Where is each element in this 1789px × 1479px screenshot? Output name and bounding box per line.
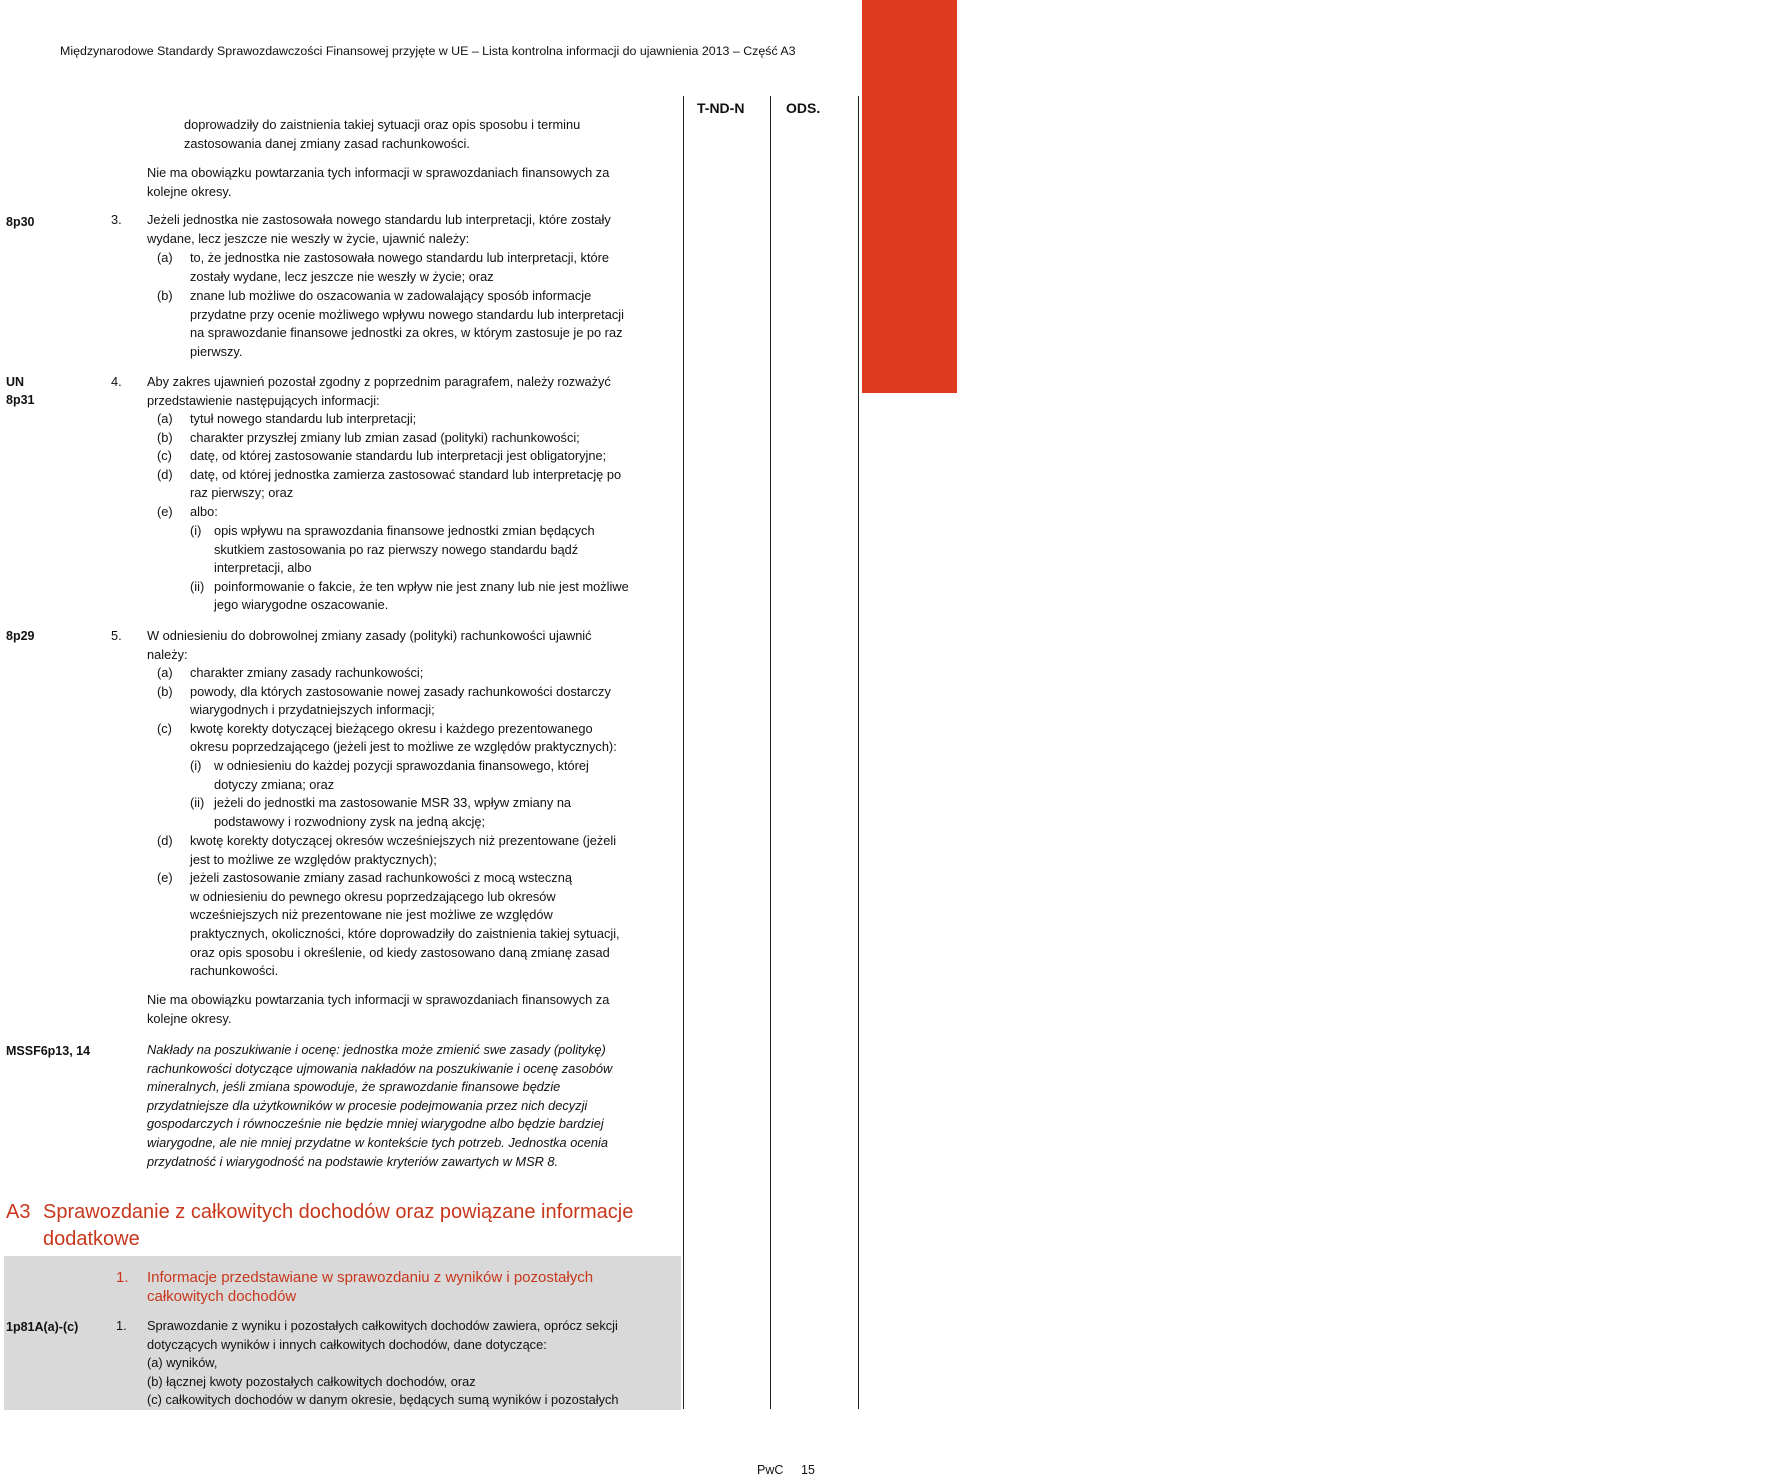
column-header-ods: ODS.: [786, 100, 821, 116]
section-heading: A3 Sprawozdanie z całkowitych dochodów oraz powiązane informacje dodatkowe: [6, 1201, 634, 1250]
item3-text: Jeżeli jednostka nie zastosowała nowego standardu lub interpretacji, które zostały wydane, lecz jeszcze nie weszły w życie, ujawnić należy:: [147, 212, 611, 246]
column-divider: [770, 96, 771, 1409]
column-header-tndn: T-ND-N: [697, 100, 745, 116]
item4-reference: UN 8p31: [6, 375, 35, 407]
footer-brand: PwC: [757, 1463, 784, 1477]
item5-reference: 8p29: [6, 629, 35, 643]
item5-sub-labels-a-c: (a) (b) (c): [157, 665, 173, 736]
mssf-text: Nakłady na poszukiwanie i ocenę: jednostka może zmienić swe zasady (politykę) rachunkowości dotyczące ujmowania nakładów na poszukiwanie i ocenę zasobów mineralnych, jeśli zmiana spowoduje, że sprawozdanie finansowe będzie przydatniejsze dla użytkowników w procesie podejmowania przez nich decyzji gospodarczych i równocześnie nie będzie mniej wiarygodne albo będzie bardziej wiarygodne, ale nie mniej przydatne w kontekście tych potrzeb. Jednostka ocenia przydatność i wiarygodność na podstawie kryteriów zawartych w MSR 8.: [147, 1042, 613, 1169]
item1-number: 1.: [116, 1318, 127, 1333]
item4-subsub-texts: opis wpływu na sprawozdania finansowe jednostki zmian będących skutkiem zastosowania po raz pierwszy nowego standardu bądź interpretacji, albo poinformowanie o fakcie, że ten wpływ nie jest znany lub nie jest możliwe jego wiarygodne oszacowanie.: [214, 523, 629, 613]
item3-sub-b-text: znane lub możliwe do oszacowania w zadowalający sposób informacje przydatne przy ocenie możliwego wpływu nowego standardu lub interpretacji na sprawozdanie finansowe jednostki za okres, w którym zastosuje je po raz pierwszy.: [190, 288, 624, 359]
mssf-reference: MSSF6p13, 14: [6, 1044, 91, 1058]
top-block-note: Nie ma obowiązku powtarzania tych informacji w sprawozdaniach finansowych za kolejne okresy.: [147, 165, 610, 199]
top-block-text: doprowadziły do zaistnienia takiej sytuacji oraz opis sposobu i terminu zastosowania danej zmiany zasad rachunkowości.: [184, 117, 581, 151]
side-banner-text: Część A - Wymogi informacyjne do rozważenia przez wszystkie jednostki: [1754, 26, 1788, 366]
document-header: Międzynarodowe Standardy Sprawozdawczości Finansowej przyjęte w UE – Lista kontrolna informacji do ujawnienia 2013 – Część A3: [60, 44, 796, 58]
item4-subsub-labels: (i) (ii): [190, 523, 205, 594]
item5-note: Nie ma obowiązku powtarzania tych informacji w sprawozdaniach finansowych za kolejne okresy.: [147, 992, 610, 1026]
footer-page-number: 15: [801, 1463, 815, 1477]
item5-number: 5.: [111, 628, 122, 643]
item3-sub-a-text: to, że jednostka nie zastosowała nowego standardu lub interpretacji, które zostały wydane, lecz jeszcze nie weszły w życie; oraz: [190, 250, 609, 284]
item5-sub-labels-d-e: (d) (e): [157, 833, 173, 886]
item5-sub-texts-d-e: kwotę korekty dotyczącej okresów wcześniejszych niż prezentowane (jeżeli jest to możliwe ze względów praktycznych); jeżeli zastosowanie zmiany zasad rachunkowości z mocą wsteczną w odniesieniu do pewnego okresu poprzedzającego lub okresów wcześniejszych niż prezentowane nie jest możliwe ze względów praktycznych, okoliczności, które doprowadziły do zaistnienia takiej sytuacji, oraz opis sposobu i określenie, od kiedy zastosowano daną zmianę zasad rachunkowości.: [190, 833, 620, 979]
item3-sub-a-label: (a): [157, 250, 173, 265]
item4-sub-texts: tytuł nowego standardu lub interpretacji; charakter przyszłej zmiany lub zmian zasad (polityki) rachunkowości; datę, od której zastosowanie standardu lub interpretacji jest obligatoryjne; datę, od której jednostka zamierza zastosować standard lub interpretację po raz pierwszy; oraz albo:: [190, 411, 622, 519]
item4-number: 4.: [111, 374, 122, 389]
subsection-title: Informacje przedstawiane w sprawozdaniu z wyników i pozostałych całkowitych dochodów: [147, 1269, 594, 1305]
column-divider: [858, 96, 859, 1409]
item1-reference: 1p81A(a)-(c): [6, 1320, 79, 1334]
side-banner: [862, 0, 1788, 393]
item5-subsub-labels: (i) (ii): [190, 758, 205, 811]
item3-number: 3.: [111, 212, 122, 227]
subsection-number: 1.: [116, 1269, 129, 1286]
item4-text: Aby zakres ujawnień pozostał zgodny z poprzednim paragrafem, należy rozważyć przedstawienie następujących informacji:: [147, 374, 611, 408]
item4-sub-labels: (a) (b) (c) (d) (e): [157, 411, 173, 519]
item5-sub-texts-a-c: charakter zmiany zasady rachunkowości; powody, dla których zastosowanie nowej zasady rachunkowości dostarczy wiarygodnych i przydatniejszych informacji; kwotę korekty dotyczącej bieżącego okresu i każdego prezentowanego okresu poprzedzającego (jeżeli jest to możliwe ze względów praktycznych):: [190, 665, 617, 755]
item3-reference: 8p30: [6, 215, 35, 229]
item1-text: Sprawozdanie z wyniku i pozostałych całkowitych dochodów zawiera, oprócz sekcji dotyczących wyników i innych całkowitych dochodów, dane dotyczące: (a) wyników, (b) łącznej kwoty pozostałych całkowitych dochodów, oraz (c) całkowitych dochodów w danym okresie, będących sumą wyników i pozostałych: [147, 1318, 619, 1408]
column-divider: [683, 96, 684, 1409]
item3-sub-b-label: (b): [157, 288, 173, 303]
item5-text: W odniesieniu do dobrowolnej zmiany zasady (polityki) rachunkowości ujawnić należy:: [147, 628, 592, 662]
item5-subsub-texts: w odniesieniu do każdej pozycji sprawozdania finansowego, której dotyczy zmiana; oraz jeżeli do jednostki ma zastosowanie MSR 33, wpływ zmiany na podstawowy i rozwodniony zysk na jedną akcję;: [214, 758, 589, 829]
